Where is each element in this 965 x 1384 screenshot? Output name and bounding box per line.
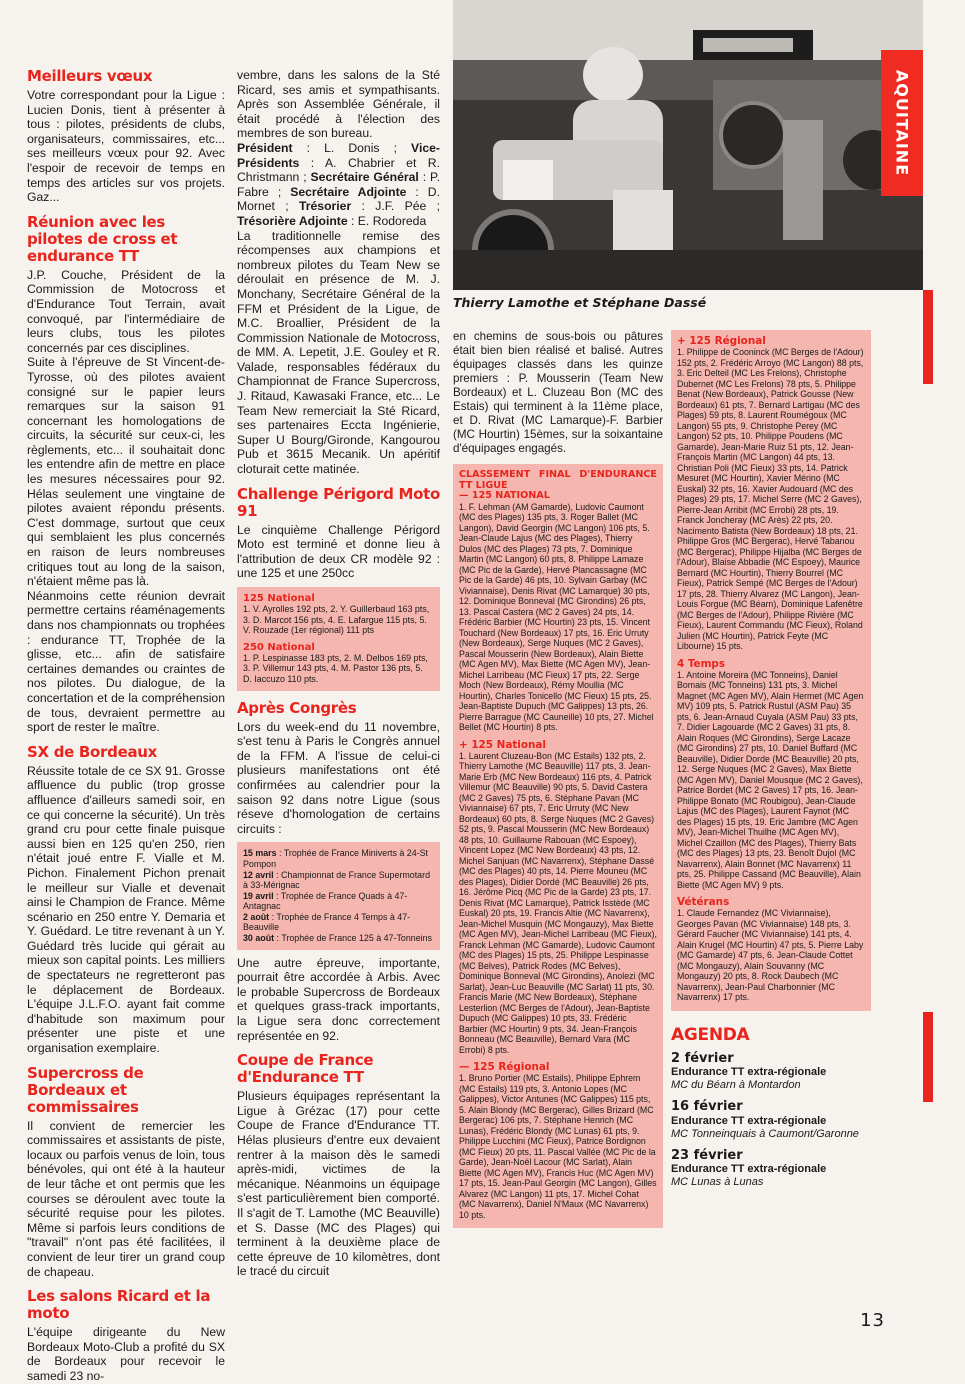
heading-coupe-france: Coupe de France d'Endurance TT [237,1051,374,1087]
paragraph: vembre, dans les salons de la Sté Ricard, ses amis et sympathisants. Après son Assemblée Générale, il était procédé à l'élection des membres de son bureau. [237,68,440,141]
results-125-national: 1. F. Lehman (AM Gamarde), Ludovic Caumont (MC des Plages) 135 pts, 3. Roger Ballet (MC Langon), David Georgin (MC Langon) 106 pts, 5. Jean-Claude Lajus (MC des Plages), Thierry Dulos (MC des Plages) 73 pts, 7. Dominique Martin (MC Langon) 60 pts, 8. Philippe Lamaze (MC Pic de la Garde), Hervé Plancassagne (MC Pic de la Garde) 46 pts, 10. Sylvain Garbay (MC Viviannaise), Denis Rivat (MC Lamarque) 30 pts, 12. Dominique Bonneval (MC Girondins) 26 pts, 13. Pascal Castera (MC 2 Gaves) 24 pts, 14. Frédéric Barbier (MC Hourtin) 23 pts, 15. Vincent Touchard (New Bordeaux) 17 pts, 16. Eric Urruty (New Bordeaux), Serge Nuques (MC 2 Gaves), Pascal Mousserin (New Bordeaux), Alain Biette (MC Agen MV), Max Biette (MC Agen MV), Jean-Michel Larribeau (MC Fieux) 17 pts, 22. Serge Moch (New Bordeaux), Rémy Moullia (MC Hourtin), Charles Tonicello (MC Fieux) 15 pts, 25. Jean-Baptiste Dupuch (MC Galippes) 13 pts, 26. Pierre Barrague (MC Cauneille) 10 pts, 27. Michel Bellet (MC Hourtin) 8 pts. [459,501,654,733]
heading-plus-125-regional: + 125 Régional [677,335,766,347]
section-tab [881,50,923,196]
heading-apres-congres: Après Congrès [237,698,357,717]
box-heading: 125 National [243,593,315,604]
role-label: Vice-Présidents [237,140,440,170]
box-text: 1. V. Ayrolles 192 pts, 2. Y. Guillerbaud 163 pts, 3. D. Marcot 156 pts, 4. E. Lafargue 115 pts, 5. V. Rouzade (1er régional) 111 pts [243,604,430,636]
heading-plus-125-national: + 125 National [459,738,546,751]
paragraph: L'équipe dirigeante du New Bordeaux Moto-Club a profité du SX de Bordeaux pour recevoir le samedi 23 no- [27,1325,225,1383]
calendar-item: 15 mars : Trophée de France Miniverts à 24-St Pompon [243,848,429,869]
column-1 [27,68,225,1384]
calendar-event: Trophée de France Quads à 47-Antagnac [243,890,408,912]
agenda-item [671,1100,871,1141]
role-label: Secrétaire Général [310,170,419,185]
paragraph: Il convient de remercier les commissaires et assistants de piste, locaux ou parfois venus de loin, tous bénévoles, qui ont été à la hauteur de leur tâche et ont permis que les courses se déroulent avec toute la sécurité requise pour les pilotes. Même si parfois leurs conditions de "travail" n'ont pas été facilitées, il convient de leur tirer un grand coup de chapeau. [27,1118,225,1279]
heading-reunion: Réunion avec les pilotes de cross et endurance TT [27,212,178,265]
agenda-place: MC du Béarn à Montardon [671,1079,801,1092]
paragraph: La traditionnelle remise des récompenses aux champions et nombreux pilotes du Team New se déroulait en présence de M. J. Monchany, Secrétaire Général de la FFM et Président de la Ligue, de M.C. Broallier, Président de la Commission Nationale de Motocross, de MM. A. Lepetit, J.E. Gouley et R. Valade, responsables fédéraux du Championnat de France Supercross, J. Ritaud, Kawasaki France, etc... Le Team New remerciait la Sté Ricard, ses partenaires Eccta Ingénierie, Super U Bourg/Gironde, Kangourou Pub et 3615 Mecanik. Un apéritif cloturait cette matinée. [237,228,440,477]
role-name: L. Donis [324,140,380,155]
agenda-event: Endurance TT extra-régionale [671,1114,827,1127]
column-4 [671,330,871,1189]
classement-heading: CLASSEMENT FINAL D'ENDURANCE TT LIGUE [459,469,657,491]
agenda-event: Endurance TT extra-régionale [671,1163,827,1176]
heading-salons-ricard: Les salons Ricard et la moto [27,1287,211,1323]
paragraph: Réussite totale de ce SX 91. Grosse affluence du public (trop grosse affluence d'ailleurs samedi soir, en ce qui concerne la sécurité). Un très grand cru pour cette finale puisque aussi bien en 125 qu'en 250, rien n'était joué entre F. Vialle et M. Pichon. Finalement Pichon prenait le meilleur sur Vialle et devenait ainsi le Champion de France. Même scénario en 250 entre Y. Demaria et Y. Guédard. Le titre revenant à un Y. Guédard très lucide qui gérait au mieux son capital points. Les milliers de spectateurs ne regretteront pas le déplacement de Bordeaux. L'équipe J.L.F.O. ayant fait comme d'habitude son maximum pour présenter une piste et une organisation exemplaire. [27,763,225,1056]
bureau-list: Président : L. Donis ; Vice-Présidents : A. Chabrier et R. Christmann ; Secrétaire Général : P. Fabre ; Secrétaire Adjointe : D. Mornet ; Trésorier : J.F. Pée ; Trésorière Adjointe : E. Rodoreda [237,140,440,228]
role-name: D. Mornet [237,184,440,214]
role-label: Trésorier [299,199,352,214]
calendar-date: 15 mars [243,848,277,859]
paragraph: en chemins de sous-bois ou pâtures était bien bien réalisé et balisé. Autres équipages classés dans les quinze premiers : P. Mousserin (Team New Bordeaux) et L. Cluzeau Bon (MC des Estais) qui terminent à la 11ème place, et D. Rivat (MC Lamarque)-F. Barbier (MC Hourtin) 15èmes, sur la soixantaine d'équipages engagés. [453,330,663,455]
calendar-box [237,842,440,949]
role-name: J.F. Pée [375,199,427,214]
role-label: Président [237,140,293,155]
challenge-results-box [237,587,440,691]
classement-subheading: — 125 NATIONAL [459,490,550,502]
classement-box [453,464,663,1228]
agenda-place: MC Lunas à Lunas [671,1176,764,1189]
paragraph: Votre correspondant pour la Ligue : Lucien Donis, tient à présenter à tous : pilotes, présidents de clubs, organisateurs, commissaires, etc... ses meilleurs vœux pour 92. Avec l'espoir de recevoir de temps en temps des articles sur vos projets. Gaz... [27,88,225,205]
results-4-temps: 1. Antoine Moreira (MC Tonneins), Daniel Bomais (MC Tonneins) 131 pts, 3. Michel Magnet (MC Agen MV), Alain Hermet (MC Agen MV) 109 pts, 5. Patrick Rustul (ASM Pau) 35 pts, 6. Jean-Arnaud Cuyala (ASM Pau) 33 pts, 7. Didier Lagouarde (MC 2 Gaves) 31 pts, 8. Alain Roques (MC Girondins), Serge Lacaze (MC Girondins) 27 pts, 10. Daniel Buffard (MC Beauville), Didier Dorde (MC Beauville) 20 pts, 12. Serge Nuques (MC 2 Gaves), Max Biette (MC Agen MV), Daniel Mousque (MC 2 Gaves), Patrice Bordet (MC 2 Gaves) 17 pts, 16. Jean-Philippe Bonato (MC Roubigou), Jean-Claude Lajus (MC des Plages), Laurent Faynot (MC des Plages) 15 pts, 19. Eric Jambre (MC Agen MV), Jean-Michel Thuilhe (MC Agen MV), Michel Czaillon (MC des Plages), Thierry Bats (MC des Plages) 13 pts, 23. Benoît Dujol (MC Navarrenx), Alain Bonnet (MC Navarrenx) 11 pts, 25. Philippe Cassand (MC Beauville), Alain Biette (MC Agen MV) 9 pts. [677,669,864,890]
calendar-event: Championnat de France Supermotard à 33-Mérignac [243,869,431,891]
paragraph: Plusieurs équipages représentant la Ligue à Grézac (17) pour cette Coupe de France d'Endurance TT. Hélas plusieurs d'entre eux devaient rentrer à la maison dès le samedi après-midi, victimes de la mécanique. Néanmoins un équipage s'est particulièrement bien comporté. Il s'agit de T. Lamothe (MC Beauville) et S. Dasse (MC des Plages) qui terminent à la deuxième place de cette épreuve de 10 kilomètres, dont le tracé du circuit [237,1089,440,1279]
role-name: E. Rodoreda [357,213,427,228]
calendar-event: Trophée de France 4 Temps à 47-Beauville [243,911,411,933]
role-label: Secrétaire Adjointe [290,184,407,199]
calendar-event: Trophée de France 125 à 47-Tonneins [281,933,432,944]
agenda-event: Endurance TT extra-régionale [671,1066,827,1079]
box-text: 1. P. Lespinasse 183 pts, 2. M. Delbos 169 pts, 3. P. Villemur 143 pts, 4. M. Pastor 136 pts, 5. D. Iaccuzo 110 pts. [243,652,428,684]
heading-125-regional: — 125 Régional [459,1061,550,1074]
results-box-right [671,330,871,1011]
decorative-bar [923,1012,933,1102]
paragraph: Néanmoins cette réunion devrait permettre certains réaménagements dans nos championnats ou trophées : endurance TT, Trophée de la glisse, etc... afin de satisfaire certaines demandes ou craintes de nos pilotes. Du dialogue, de la concertation et de la compréhension de tous, devraient permettre au sport de rester le maître. [27,588,225,735]
calendar-event: Trophée de France Miniverts à 24-St Pompon [243,848,429,869]
results-125-regional: 1. Bruno Portier (MC Estails), Philippe Ephrem (MC Estails) 119 pts, 3. Antonio Lopes (MC Galippes), Victor Antunes (MC Galippes) 115 pts, 5. Alain Blondy (MC Bergerac), Gilles Brizard (MC Bergerac) 106 pts, 7. Stéphane Henrich (MC Lunas), Frédéric Blondy (MC Lunas) 61 pts, 9. Philippe Lucchini (MC Fieux), Patrice Bordignon (MC Fieux) 20 pts, 11. Pascal Vallée (MC Pic de la Garde), Jean-Noël Lacour (MC Sarlat), Alain Biette (MC Agen MV), Francis Huc (MC Agen MV) 17 pts, 15. Jean-Paul Georgin (MC Langon), Gilles Alvarez (MC Langon) 11 pts, 17. Michel Cohat (MC Navarrenx), Daniel N'Maux (MC Navarrenx) 10 pts. [459,1073,657,1220]
agenda-title: AGENDA [671,1024,750,1045]
box-heading: 250 National [243,641,315,653]
agenda [671,1024,871,1190]
agenda-place: MC Tonneinquais à Caumont/Garonne [671,1127,859,1140]
paragraph: J.P. Couche, Président de la Commission de Motocross et d'Endurance Tout Terrain, avait convoqué, par l'intermédiaire de leurs clubs, tous les pilotes concernés par ces disciplines. [27,267,225,355]
role-label: Trésorière Adjointe [237,213,348,228]
photo-illustration [453,0,923,290]
heading-meilleurs-voeux: Meilleurs vœux [27,67,153,85]
calendar-date: 19 avril [243,890,274,901]
results-veterans: 1. Claude Fernandez (MC Viviannaise), Georges Pavan (MC Viviannaise) 148 pts, 3. Gérard Faucher (MC Viviannaise) 141 pts, 4. Alain Krugel (MC Hourtin) 47 pts, 5. Pierre Laby (MC Gamarde) 47 pts, 6. Jean-Claude Cottet (MC Mongauzy), Alain Souvanny (MC Mongauzy) 20 pts, 8. Rock Daubech (MC Navarrenx), Jean-Paul Charbonnier (MC Navarrenx) 17 pts. [677,908,864,1002]
paragraph: Une autre épreuve, importante, pourrait être accordée à Arbis. Avec le probable Supercross de Bordeaux et quelques grass-track importants, la Ligue sera donc correctement représentée en 92. [237,955,440,1043]
calendar-date: 30 août [243,933,275,944]
paragraph: Suite à l'épreuve de St Vincent-de-Tyrosse, où des pilotes avaient consigné sur le papier leurs remarques sur la saison 91 concernant les homologations de circuits, la sécurité sur ceux-ci, les règlements, etc... il souhaitait donc les entendre afin de mettre en place les mesures nécessaires pour 92. Hélas seulement une vingtaine de pilotes avaient répondu présents. C'est dommage, surtout que ceux qui semblaient les plus concernés en raison de leurs nombreuses critiques tout au long de la saison, n'étaient même pas là. [27,355,225,589]
paragraph: Lors du week-end du 11 novembre, s'est tenu à Paris le Congrès annuel de la FFM. A l'issue de celui-ci plusieurs manifestations ont été confirmées au calendrier pour la saison 92 dans notre Ligue (sous réseve d'homologation de certains circuits : [237,719,440,836]
column-2 [237,68,440,1279]
rider-photo [453,0,923,290]
calendar-item: 12 avril : Championnat de France Supermotard à 33-Mérignac [243,869,431,891]
role-name: A. Chabrier et R. Christmann [237,155,440,185]
agenda-date: 16 février [671,1099,743,1115]
photo-caption: Thierry Lamothe et Stéphane Dassé [453,295,707,310]
heading-4-temps: 4 Temps [677,657,726,670]
role-name: P. Fabre [237,170,440,199]
results-plus-125-national: 1. Laurent Cluzeau-Bon (MC Estails) 132 pts, 2. Thierry Lamothe (MC Beauville) 117 pts, 3. Jean-Marie Erb (MC New Bordeaux) 116 pts, 4. Patrick Villemur (MC Beauville) 90 pts, 5. David Castera (MC 2 Gaves) 75 pts, 6. Stéphane Pavan (MC Viviannaise) 67 pts, 7. Eric Urruty (MC New Bordeaux) 60 pts, 8. Serge Nuques (MC 2 Gaves) 52 pts, 9. Pascal Mousserin (MC New Bordeaux) 48 pts, 10. Guillaume Rabouan (MC Espoey), Vincent Lopez (MC New Bordeaux) 43 pts, 12. Michel Sanjuan (MC Navarrenx), Stéphane Dassé (MC des Plages) 40 pts, 14. Pierre Mouneu (MC des Plages), Didier Dordé (MC Beauville) 26 pts, 16. Jérôme Picq (MC Pic de la Garde) 23 pts, 17. Denis Rivat (MC Lamarque), Patrick Isstède (MC Euskal) 20 pts, 19. Francis Altie (MC Navarrenx), Jean-Michel Musquin (MC Mongauzy), Max Biette (MC Agen MV), Jean-Michel Larribeau (MC Fieux), Franck Lehman (MC Gamarde), Ludovic Caumont (MC des Plages) 15 pts, 25. Philippe Lespinasse (MC Belves), Patrick Rodes (MC Belves), Dominique Bonneval (MC Girondins), Anolezi (MC Sarlat), Jean-Luc Beauville (MC Sarlat) 11 pts, 30. Francis Marie (MC New Bordeaux), Stéphane Lesterlion (MC Berges de l'Adour), Jean-Baptiste Dupuch (MC Galippes) 10 pts, 33. Frédéric Barbier (MC Hourtin) 9 pts, 34. Jean-François Bonneau (MC Beauville), Bernard Vara (MC Errobi) 8 pts. [459,750,657,1055]
heading-veterans: Vétérans [677,896,730,908]
agenda-date: 23 février [671,1147,743,1163]
agenda-item [671,1052,871,1093]
heading-sx-bordeaux: SX de Bordeaux [27,742,158,761]
calendar-date: 2 août [243,911,270,922]
calendar-item: 30 août : Trophée de France 125 à 47-Tonneins [243,933,432,944]
column-3 [453,330,663,1228]
agenda-item [671,1149,871,1190]
results-plus-125-regional: 1. Philippe de Cooninck (MC Berges de l'Adour) 152 pts, 2. Frédéric Arroyo (MC Langon) 88 pts, 3. Eric Delteil (MC Les Frelons), Christophe Dubernet (MC Les Frelons) 78 pts, 5. Philippe Benat (New Bordeaux), Patrick Gousse (New Bordeaux) 61 pts, 7. Bernard Lartigau (MC des Plages) 59 pts, 8. Laurent Roumégoux (MC Langon) 55 pts, 9. Christophe Perey (MC Langon) 52 pts, 10. Philippe Poudens (MC Gamarde), Jean-Marie Ruiz 51 pts, 12. Jean-François Martin (MC Langon) 44 pts, 13. Christian Poli (MC Fieux) 33 pts, 14. Patrick Mesuret (MC Hourtin), Xavier Mérino (MC Euskal) 32 pts, 16. Xavier Audouard (MC des Plages) 29 pts, 17. Michel Serre (MC 2 Gaves), Pierre-Jean Arribit (MC Errobi) 28 pts, 19. Franck Joncheray (MC Arès) 22 pts, 20. Nacimento Batista (New Bordeaux) 18 pts, 21. Philippe Gros (MC Bergerac), Hervé Tabanou (MC Bergerac), Philippe Hijalba (MC Berges de l'Adour), Blaise Abbadie (MC Espoey), Maurice Bernard (MC Hourtin), Thierry Bourrel (MC Fieux), Patrick Sempé (MC Berges de l'Adour) 17 pts, 28. Thierry Alvarez (MC Langon), Jean-Louis Forgue (MC Béarn), Dominique Lafenêtre (MC Berges de l'Adour), Philippe Rivière (MC Fieux), Laurent Commandu (MC Fieux), Roland Julien (MC Hourtin), Patrick Feyte (MC Libourne) 15 pts. [677,347,864,651]
calendar-item: 2 août : Trophée de France 4 Temps à 47-Beauville [243,911,411,933]
section-tab-label: AQUITAINE [892,69,912,177]
calendar-item: 19 avril : Trophée de France Quads à 47-Antagnac [243,890,408,912]
decorative-bar [923,290,933,384]
paragraph: Le cinquième Challenge Périgord Moto est terminé et donne lieu à l'attribution de deux CR modèle 92 : une 125 et une 250cc [237,522,440,581]
agenda-date: 2 février [671,1050,734,1066]
page-number: 13 [860,1310,885,1331]
calendar-date: 12 avril [243,869,274,880]
heading-challenge-perigord: Challenge Périgord Moto 91 [237,484,440,520]
heading-supercross-commissaires: Supercross de Bordeaux et commissaires [27,1063,144,1116]
